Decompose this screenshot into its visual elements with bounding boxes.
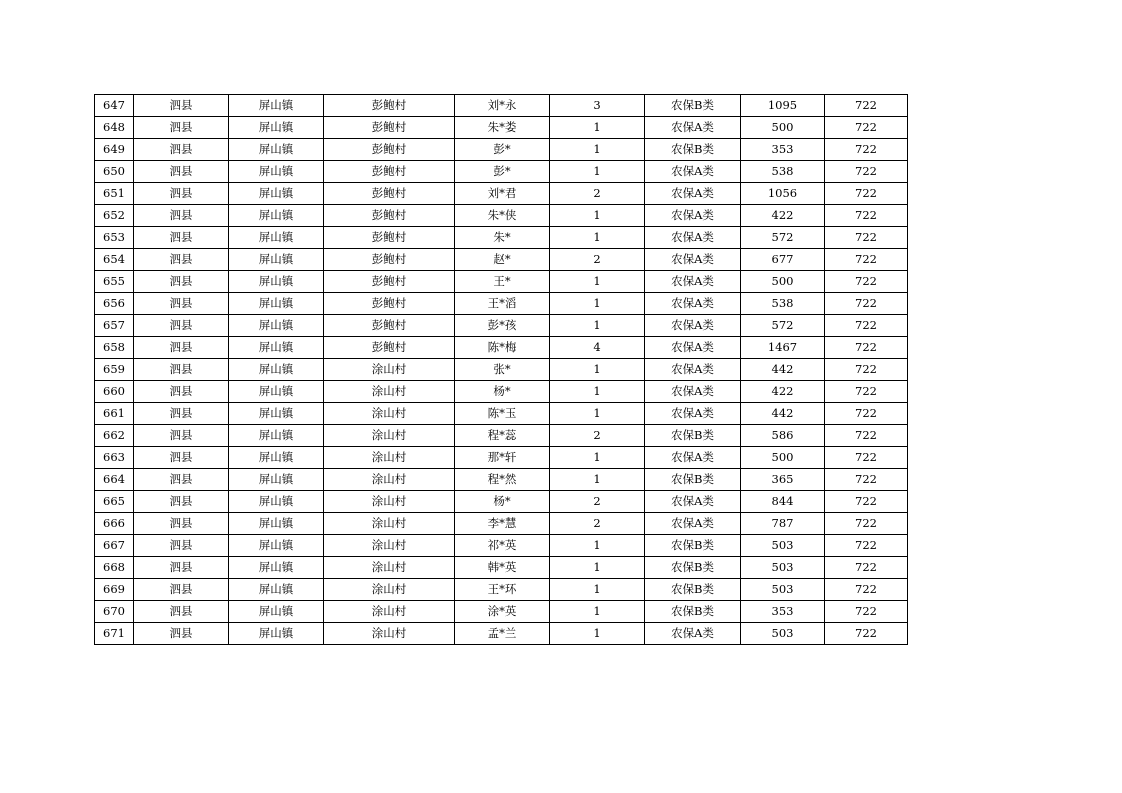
household-size-cell: 1: [550, 359, 645, 381]
town-cell: 屏山镇: [229, 491, 324, 513]
row-number-cell: 656: [95, 293, 134, 315]
household-size-cell: 2: [550, 183, 645, 205]
household-size-cell: 1: [550, 161, 645, 183]
amount-cell: 1056: [741, 183, 825, 205]
category-cell: 农保A类: [645, 491, 741, 513]
town-cell: 屏山镇: [229, 205, 324, 227]
county-cell: 泗县: [134, 95, 229, 117]
standard-cell: 722: [825, 425, 908, 447]
name-cell: 涂*英: [455, 601, 550, 623]
row-number-cell: 661: [95, 403, 134, 425]
category-cell: 农保A类: [645, 183, 741, 205]
town-cell: 屏山镇: [229, 469, 324, 491]
table-row: [95, 513, 908, 535]
category-cell: 农保B类: [645, 425, 741, 447]
town-cell: 屏山镇: [229, 381, 324, 403]
county-cell: 泗县: [134, 227, 229, 249]
amount-cell: 503: [741, 623, 825, 645]
row-number-cell: 665: [95, 491, 134, 513]
category-cell: 农保A类: [645, 315, 741, 337]
county-cell: 泗县: [134, 117, 229, 139]
standard-cell: 722: [825, 469, 908, 491]
village-cell: 彭鲍村: [324, 183, 455, 205]
village-cell: 涂山村: [324, 469, 455, 491]
standard-cell: 722: [825, 403, 908, 425]
standard-cell: 722: [825, 205, 908, 227]
name-cell: 朱*侠: [455, 205, 550, 227]
standard-cell: 722: [825, 293, 908, 315]
category-cell: 农保A类: [645, 623, 741, 645]
table-row: [95, 161, 908, 183]
household-size-cell: 1: [550, 557, 645, 579]
row-number-cell: 654: [95, 249, 134, 271]
name-cell: 杨*: [455, 491, 550, 513]
name-cell: 彭*: [455, 161, 550, 183]
category-cell: 农保B类: [645, 469, 741, 491]
village-cell: 涂山村: [324, 359, 455, 381]
standard-cell: 722: [825, 227, 908, 249]
category-cell: 农保A类: [645, 337, 741, 359]
table-row: [95, 491, 908, 513]
amount-cell: 572: [741, 315, 825, 337]
row-number-cell: 652: [95, 205, 134, 227]
village-cell: 涂山村: [324, 535, 455, 557]
county-cell: 泗县: [134, 623, 229, 645]
village-cell: 彭鲍村: [324, 293, 455, 315]
row-number-cell: 666: [95, 513, 134, 535]
town-cell: 屏山镇: [229, 623, 324, 645]
row-number-cell: 655: [95, 271, 134, 293]
category-cell: 农保A类: [645, 271, 741, 293]
category-cell: 农保A类: [645, 513, 741, 535]
standard-cell: 722: [825, 557, 908, 579]
household-size-cell: 1: [550, 403, 645, 425]
amount-cell: 572: [741, 227, 825, 249]
county-cell: 泗县: [134, 579, 229, 601]
amount-cell: 503: [741, 535, 825, 557]
town-cell: 屏山镇: [229, 447, 324, 469]
roster-body: [95, 95, 908, 645]
standard-cell: 722: [825, 249, 908, 271]
village-cell: 彭鲍村: [324, 337, 455, 359]
table-row: [95, 271, 908, 293]
village-cell: 彭鲍村: [324, 161, 455, 183]
amount-cell: 365: [741, 469, 825, 491]
household-size-cell: 1: [550, 623, 645, 645]
category-cell: 农保A类: [645, 293, 741, 315]
household-size-cell: 2: [550, 249, 645, 271]
county-cell: 泗县: [134, 315, 229, 337]
village-cell: 彭鲍村: [324, 315, 455, 337]
standard-cell: 722: [825, 579, 908, 601]
table-row: [95, 359, 908, 381]
town-cell: 屏山镇: [229, 227, 324, 249]
amount-cell: 353: [741, 601, 825, 623]
table-row: [95, 183, 908, 205]
county-cell: 泗县: [134, 293, 229, 315]
name-cell: 彭*孩: [455, 315, 550, 337]
town-cell: 屏山镇: [229, 117, 324, 139]
table-row: [95, 205, 908, 227]
standard-cell: 722: [825, 315, 908, 337]
table-row: [95, 469, 908, 491]
category-cell: 农保A类: [645, 249, 741, 271]
household-size-cell: 1: [550, 293, 645, 315]
standard-cell: 722: [825, 601, 908, 623]
village-cell: 涂山村: [324, 447, 455, 469]
town-cell: 屏山镇: [229, 359, 324, 381]
row-number-cell: 663: [95, 447, 134, 469]
standard-cell: 722: [825, 359, 908, 381]
amount-cell: 442: [741, 403, 825, 425]
household-size-cell: 1: [550, 271, 645, 293]
table-row: [95, 579, 908, 601]
standard-cell: 722: [825, 535, 908, 557]
row-number-cell: 668: [95, 557, 134, 579]
amount-cell: 538: [741, 161, 825, 183]
amount-cell: 500: [741, 271, 825, 293]
village-cell: 涂山村: [324, 513, 455, 535]
county-cell: 泗县: [134, 447, 229, 469]
county-cell: 泗县: [134, 381, 229, 403]
amount-cell: 500: [741, 447, 825, 469]
town-cell: 屏山镇: [229, 271, 324, 293]
category-cell: 农保B类: [645, 601, 741, 623]
category-cell: 农保B类: [645, 535, 741, 557]
county-cell: 泗县: [134, 161, 229, 183]
table-row: [95, 403, 908, 425]
amount-cell: 586: [741, 425, 825, 447]
amount-cell: 353: [741, 139, 825, 161]
town-cell: 屏山镇: [229, 557, 324, 579]
amount-cell: 538: [741, 293, 825, 315]
amount-cell: 1095: [741, 95, 825, 117]
county-cell: 泗县: [134, 337, 229, 359]
standard-cell: 722: [825, 161, 908, 183]
household-size-cell: 1: [550, 601, 645, 623]
category-cell: 农保A类: [645, 403, 741, 425]
town-cell: 屏山镇: [229, 579, 324, 601]
village-cell: 彭鲍村: [324, 271, 455, 293]
table-row: [95, 447, 908, 469]
standard-cell: 722: [825, 513, 908, 535]
table-row: [95, 139, 908, 161]
village-cell: 彭鲍村: [324, 205, 455, 227]
row-number-cell: 660: [95, 381, 134, 403]
household-size-cell: 1: [550, 227, 645, 249]
name-cell: 孟*兰: [455, 623, 550, 645]
table-row: [95, 623, 908, 645]
category-cell: 农保B类: [645, 139, 741, 161]
category-cell: 农保A类: [645, 205, 741, 227]
name-cell: 杨*: [455, 381, 550, 403]
row-number-cell: 664: [95, 469, 134, 491]
category-cell: 农保B类: [645, 557, 741, 579]
table-row: [95, 227, 908, 249]
town-cell: 屏山镇: [229, 513, 324, 535]
village-cell: 彭鲍村: [324, 139, 455, 161]
standard-cell: 722: [825, 447, 908, 469]
amount-cell: 844: [741, 491, 825, 513]
category-cell: 农保B类: [645, 579, 741, 601]
town-cell: 屏山镇: [229, 161, 324, 183]
county-cell: 泗县: [134, 535, 229, 557]
town-cell: 屏山镇: [229, 293, 324, 315]
table-row: [95, 117, 908, 139]
village-cell: 涂山村: [324, 601, 455, 623]
name-cell: 刘*君: [455, 183, 550, 205]
county-cell: 泗县: [134, 271, 229, 293]
row-number-cell: 647: [95, 95, 134, 117]
county-cell: 泗县: [134, 513, 229, 535]
category-cell: 农保A类: [645, 359, 741, 381]
row-number-cell: 667: [95, 535, 134, 557]
standard-cell: 722: [825, 95, 908, 117]
row-number-cell: 670: [95, 601, 134, 623]
household-size-cell: 1: [550, 535, 645, 557]
standard-cell: 722: [825, 381, 908, 403]
name-cell: 朱*: [455, 227, 550, 249]
name-cell: 王*: [455, 271, 550, 293]
table-row: [95, 381, 908, 403]
household-size-cell: 1: [550, 315, 645, 337]
county-cell: 泗县: [134, 139, 229, 161]
village-cell: 彭鲍村: [324, 249, 455, 271]
row-number-cell: 662: [95, 425, 134, 447]
county-cell: 泗县: [134, 183, 229, 205]
amount-cell: 422: [741, 381, 825, 403]
table-row: [95, 337, 908, 359]
household-size-cell: 2: [550, 491, 645, 513]
name-cell: 韩*英: [455, 557, 550, 579]
amount-cell: 422: [741, 205, 825, 227]
village-cell: 彭鲍村: [324, 117, 455, 139]
household-size-cell: 3: [550, 95, 645, 117]
amount-cell: 442: [741, 359, 825, 381]
town-cell: 屏山镇: [229, 95, 324, 117]
amount-cell: 503: [741, 579, 825, 601]
village-cell: 涂山村: [324, 579, 455, 601]
table-row: [95, 557, 908, 579]
table-row: [95, 249, 908, 271]
town-cell: 屏山镇: [229, 183, 324, 205]
town-cell: 屏山镇: [229, 535, 324, 557]
town-cell: 屏山镇: [229, 315, 324, 337]
standard-cell: 722: [825, 139, 908, 161]
name-cell: 刘*永: [455, 95, 550, 117]
name-cell: 朱*娄: [455, 117, 550, 139]
standard-cell: 722: [825, 271, 908, 293]
household-size-cell: 1: [550, 205, 645, 227]
household-size-cell: 4: [550, 337, 645, 359]
county-cell: 泗县: [134, 601, 229, 623]
table-row: [95, 293, 908, 315]
county-cell: 泗县: [134, 557, 229, 579]
village-cell: 涂山村: [324, 381, 455, 403]
village-cell: 涂山村: [324, 403, 455, 425]
amount-cell: 787: [741, 513, 825, 535]
household-size-cell: 1: [550, 579, 645, 601]
town-cell: 屏山镇: [229, 139, 324, 161]
household-size-cell: 2: [550, 513, 645, 535]
amount-cell: 500: [741, 117, 825, 139]
town-cell: 屏山镇: [229, 403, 324, 425]
name-cell: 程*然: [455, 469, 550, 491]
category-cell: 农保A类: [645, 381, 741, 403]
table-row: [95, 601, 908, 623]
household-size-cell: 1: [550, 469, 645, 491]
town-cell: 屏山镇: [229, 601, 324, 623]
row-number-cell: 653: [95, 227, 134, 249]
county-cell: 泗县: [134, 491, 229, 513]
row-number-cell: 658: [95, 337, 134, 359]
town-cell: 屏山镇: [229, 337, 324, 359]
name-cell: 张*: [455, 359, 550, 381]
amount-cell: 677: [741, 249, 825, 271]
standard-cell: 722: [825, 491, 908, 513]
row-number-cell: 659: [95, 359, 134, 381]
county-cell: 泗县: [134, 359, 229, 381]
table-row: [95, 535, 908, 557]
household-size-cell: 1: [550, 117, 645, 139]
standard-cell: 722: [825, 337, 908, 359]
standard-cell: 722: [825, 623, 908, 645]
table-row: [95, 95, 908, 117]
village-cell: 彭鲍村: [324, 95, 455, 117]
town-cell: 屏山镇: [229, 425, 324, 447]
category-cell: 农保A类: [645, 161, 741, 183]
amount-cell: 1467: [741, 337, 825, 359]
county-cell: 泗县: [134, 249, 229, 271]
household-size-cell: 2: [550, 425, 645, 447]
name-cell: 王*滔: [455, 293, 550, 315]
name-cell: 陈*玉: [455, 403, 550, 425]
village-cell: 涂山村: [324, 623, 455, 645]
household-size-cell: 1: [550, 139, 645, 161]
county-cell: 泗县: [134, 403, 229, 425]
category-cell: 农保A类: [645, 117, 741, 139]
name-cell: 王*环: [455, 579, 550, 601]
roster-table: [94, 94, 908, 645]
name-cell: 李*慧: [455, 513, 550, 535]
row-number-cell: 649: [95, 139, 134, 161]
name-cell: 那*轩: [455, 447, 550, 469]
village-cell: 涂山村: [324, 557, 455, 579]
name-cell: 祁*英: [455, 535, 550, 557]
village-cell: 涂山村: [324, 491, 455, 513]
village-cell: 涂山村: [324, 425, 455, 447]
village-cell: 彭鲍村: [324, 227, 455, 249]
category-cell: 农保A类: [645, 227, 741, 249]
row-number-cell: 651: [95, 183, 134, 205]
row-number-cell: 671: [95, 623, 134, 645]
row-number-cell: 650: [95, 161, 134, 183]
amount-cell: 503: [741, 557, 825, 579]
name-cell: 彭*: [455, 139, 550, 161]
household-size-cell: 1: [550, 447, 645, 469]
county-cell: 泗县: [134, 205, 229, 227]
table-row: [95, 315, 908, 337]
row-number-cell: 648: [95, 117, 134, 139]
category-cell: 农保B类: [645, 95, 741, 117]
name-cell: 赵*: [455, 249, 550, 271]
row-number-cell: 657: [95, 315, 134, 337]
standard-cell: 722: [825, 117, 908, 139]
county-cell: 泗县: [134, 469, 229, 491]
name-cell: 陈*梅: [455, 337, 550, 359]
town-cell: 屏山镇: [229, 249, 324, 271]
name-cell: 程*蕊: [455, 425, 550, 447]
county-cell: 泗县: [134, 425, 229, 447]
household-size-cell: 1: [550, 381, 645, 403]
standard-cell: 722: [825, 183, 908, 205]
row-number-cell: 669: [95, 579, 134, 601]
table-row: [95, 425, 908, 447]
category-cell: 农保A类: [645, 447, 741, 469]
